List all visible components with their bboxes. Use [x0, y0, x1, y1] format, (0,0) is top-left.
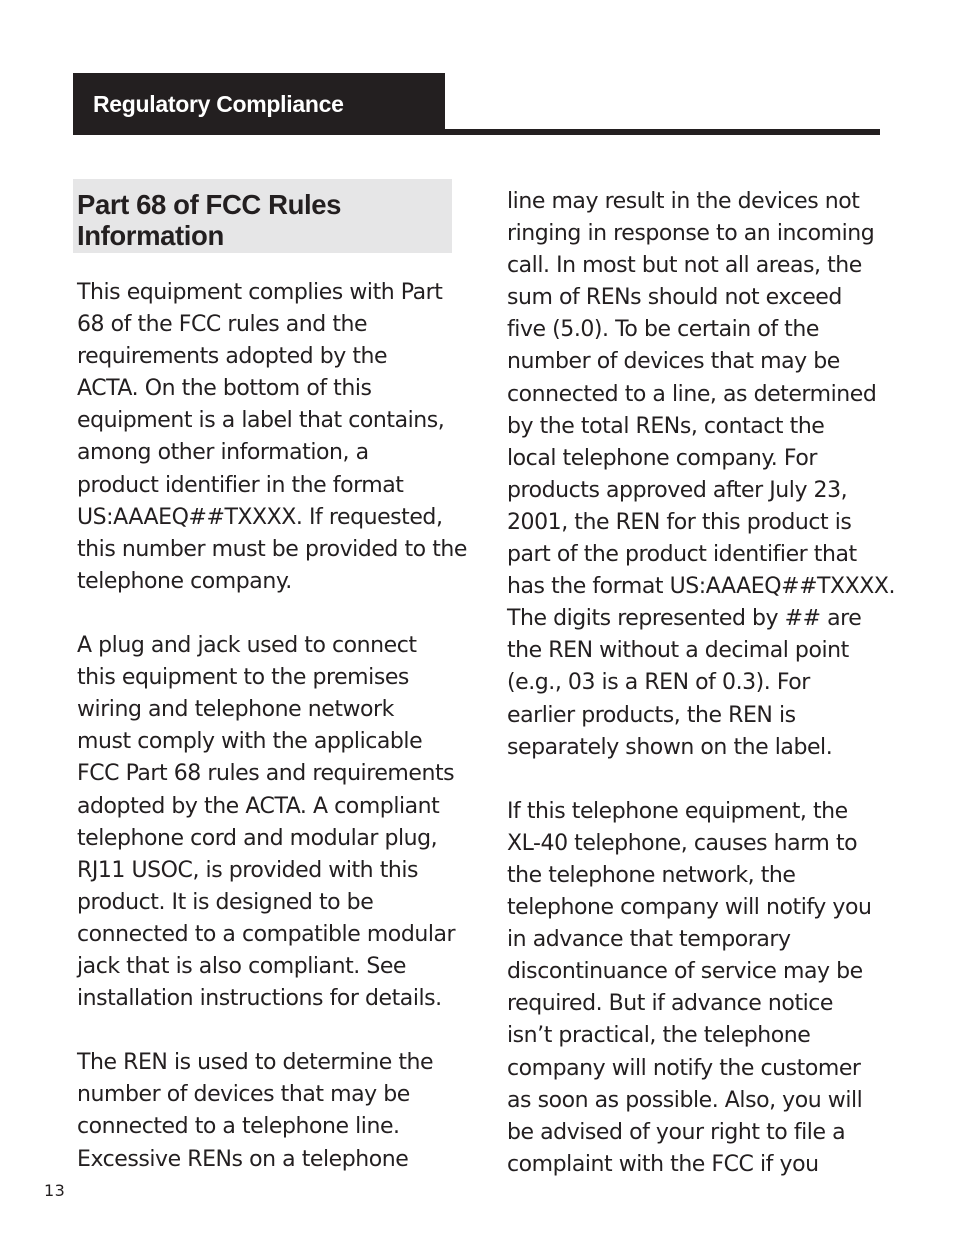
- text-line: this equipment to the premises: [77, 665, 409, 691]
- text-line: products approved after July 23,: [507, 477, 848, 503]
- text-line: the REN without a decimal point: [507, 638, 849, 664]
- text-line: this number must be provided to the: [77, 536, 467, 562]
- text-line: (e.g., 03 is a REN of 0.3). For: [507, 670, 810, 696]
- text-line: part of the product identifier that: [507, 542, 857, 568]
- text-line: ringing in response to an incoming: [507, 221, 875, 247]
- text-line: product. It is designed to be: [77, 889, 374, 915]
- text-line: ACTA. On the bottom of this: [77, 376, 372, 402]
- text-line: XL-40 telephone, causes harm to: [507, 830, 858, 856]
- text-line: among other information, a: [77, 440, 369, 466]
- section-header-tab: [73, 73, 445, 135]
- text-line: line may result in the devices not: [507, 189, 860, 214]
- text-line: earlier products, the REN is: [507, 702, 796, 728]
- section-title-line: Information: [77, 220, 224, 251]
- paragraph: [77, 277, 467, 598]
- text-line: discontinuance of service may be: [507, 959, 863, 985]
- header-rule: [445, 129, 880, 135]
- text-line: US:AAAEQ##TXXXX. If requested,: [77, 504, 443, 530]
- text-line: company will notify the customer: [507, 1055, 861, 1081]
- section-title-line: Part 68 of FCC Rules: [77, 189, 342, 220]
- text-line: number of devices that may be: [507, 349, 840, 375]
- right-text-column: [507, 186, 896, 1213]
- paragraph: [77, 630, 456, 1015]
- text-line: connected to a telephone line.: [77, 1114, 400, 1140]
- text-line: separately shown on the label.: [507, 734, 833, 760]
- text-line: be advised of your right to file a: [507, 1119, 846, 1145]
- text-line: telephone cord and modular plug,: [77, 825, 438, 851]
- text-line: A plug and jack used to connect: [77, 633, 417, 659]
- text-line: five (5.0). To be certain of the: [507, 317, 819, 343]
- text-line: call. In most but not all areas, the: [507, 253, 862, 279]
- paragraph: [507, 186, 896, 764]
- text-line: the telephone network, the: [507, 862, 796, 888]
- text-line: by the total RENs, contact the: [507, 413, 825, 439]
- text-line: jack that is also compliant. See: [77, 953, 407, 979]
- text-line: must comply with the applicable: [77, 729, 423, 755]
- text-line: isn’t practical, the telephone: [507, 1023, 811, 1049]
- text-line: requirements adopted by the: [77, 344, 388, 370]
- text-line: If this telephone equipment, the: [507, 798, 848, 824]
- text-line: equipment is a label that contains,: [77, 408, 445, 434]
- text-line: telephone company will notify you: [507, 895, 872, 921]
- text-line: connected to a line, as determined: [507, 381, 877, 407]
- text-line: telephone company.: [77, 568, 292, 594]
- text-line: Excessive RENs on a telephone: [77, 1146, 409, 1172]
- text-line: complaint with the FCC if you: [507, 1151, 819, 1177]
- text-line: sum of RENs should not exceed: [507, 285, 842, 311]
- section-header-label: Regulatory Compliance: [93, 90, 344, 117]
- text-line: 2001, the REN for this product is: [507, 509, 852, 535]
- text-line: connected to a compatible modular: [77, 921, 456, 947]
- text-line: The REN is used to determine the: [77, 1050, 434, 1076]
- paragraph: [507, 796, 879, 1181]
- text-line: wiring and telephone network: [77, 697, 394, 723]
- text-line: 68 of the FCC rules and the: [77, 312, 368, 338]
- text-line: local telephone company. For: [507, 445, 817, 471]
- text-line: adopted by the ACTA. A compliant: [77, 793, 440, 819]
- text-line: product identifier in the format: [77, 472, 404, 498]
- section-title-box: [73, 179, 452, 253]
- text-line: This equipment complies with Part: [77, 280, 443, 305]
- text-line: has the format US:AAAEQ##TXXXX.: [507, 574, 896, 600]
- text-line: RJ11 USOC, is provided with this: [77, 857, 419, 883]
- text-line: required. But if advance notice: [507, 991, 834, 1017]
- text-line: FCC Part 68 rules and requirements: [77, 761, 455, 787]
- text-line: The digits represented by ## are: [507, 606, 862, 632]
- text-line: in advance that temporary: [507, 927, 791, 953]
- text-line: number of devices that may be: [77, 1082, 410, 1108]
- text-line: installation instructions for details.: [77, 986, 442, 1012]
- text-line: as soon as possible. Also, you will: [507, 1087, 863, 1113]
- left-text-column: [77, 277, 467, 1208]
- page-number: 13: [44, 1181, 66, 1200]
- paragraph: [77, 1047, 452, 1175]
- section-title: [77, 189, 452, 251]
